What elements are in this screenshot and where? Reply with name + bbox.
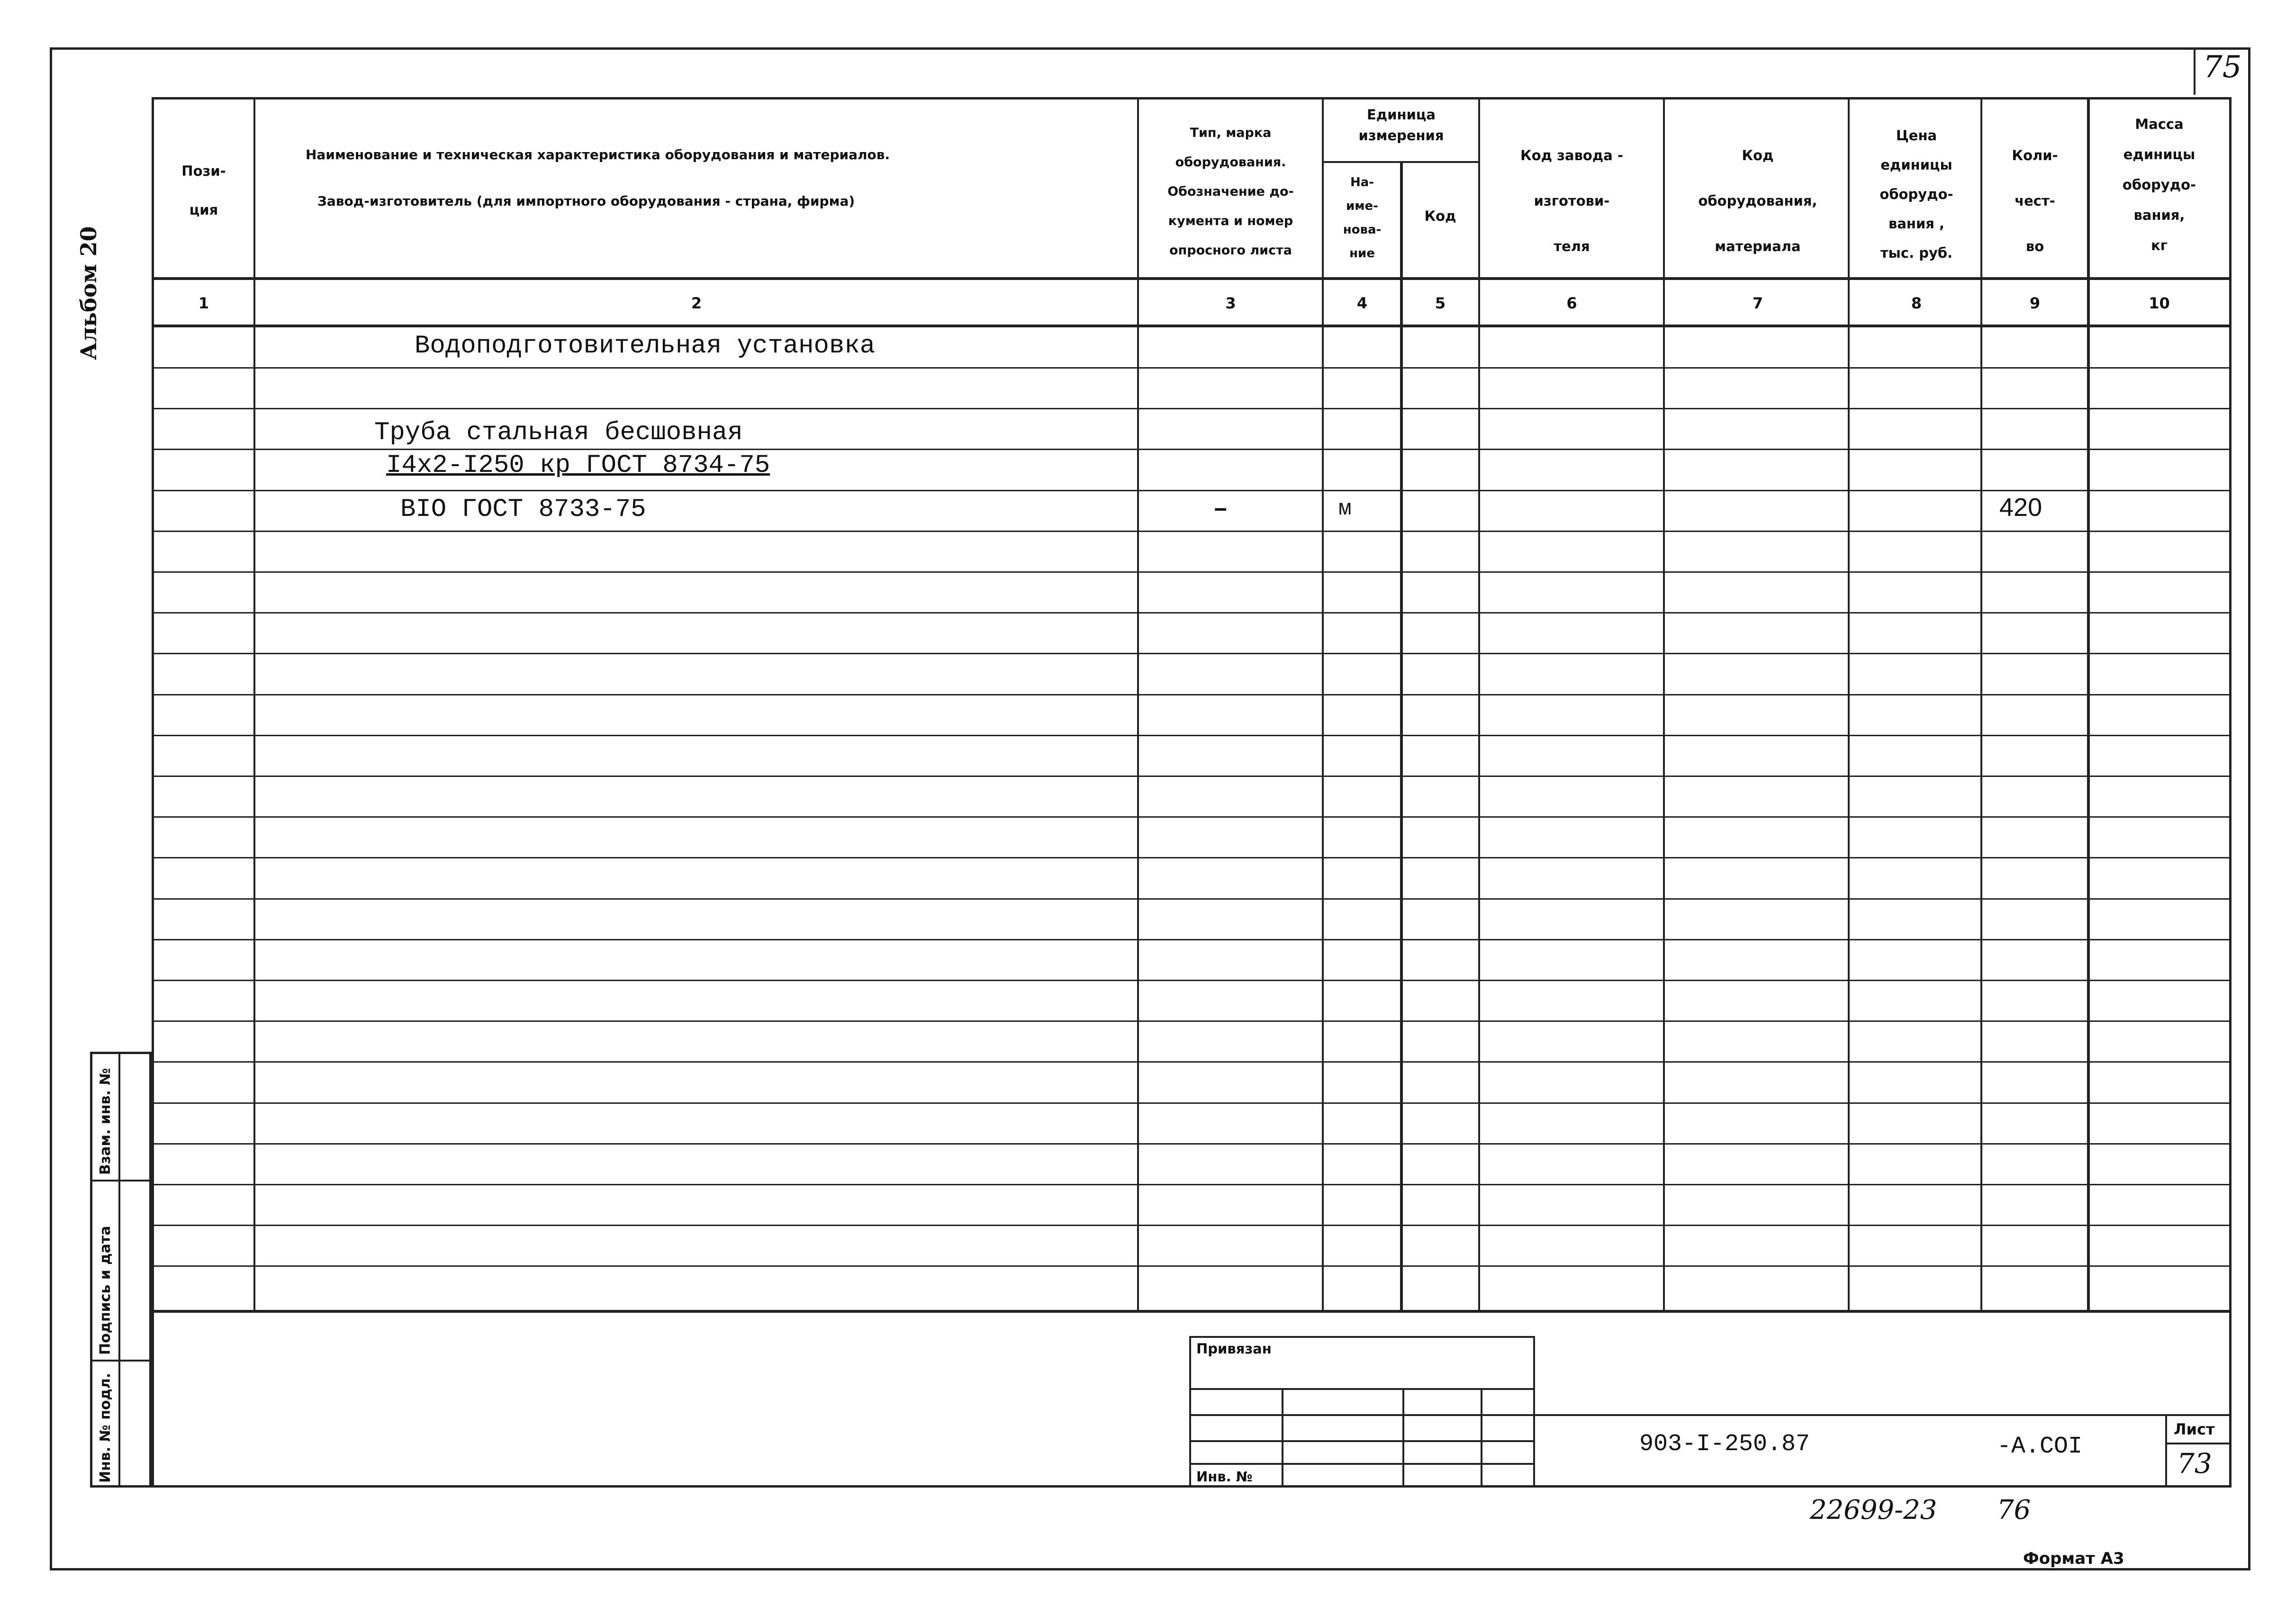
row-line (152, 776, 2232, 777)
header-col7: Код оборудования, материала (1698, 147, 1817, 254)
header-col6: Код завода - изготови- теля (1520, 147, 1623, 254)
sheet-number: 73 (2177, 1447, 2212, 1480)
header-unit-group: Единица измерения (1358, 107, 1444, 144)
row-line (152, 408, 2232, 409)
header-col3: Тип, марка оборудования. Обозначение до- кумента и номер опросного листа (1167, 126, 1294, 258)
row-line (152, 1225, 2232, 1226)
title-block-right-line (1533, 1336, 1535, 1488)
header-col2-line1: Наименование и техническая характеристика оборудования и материалов. (306, 147, 890, 162)
item-name-line2: I4x2-I250 кр ГОСТ 8734-75 (386, 451, 770, 480)
stamp-number: 22699-23 (1810, 1495, 1937, 1525)
title-block-top-line (1189, 1336, 1535, 1338)
top-page-box (2194, 47, 2196, 95)
row-line (152, 1265, 2232, 1267)
header-col2-line2: Завод-изготовитель (для импортного оборудования - страна, фирма) (317, 193, 855, 209)
side-stamp-label-2: Подпись и дата (97, 1226, 114, 1355)
side-stamp-label-1: Взам. инв. № (97, 1068, 114, 1175)
row-line (152, 1143, 2232, 1145)
item-unit: м (1338, 496, 1352, 521)
row-line (152, 735, 2232, 736)
row-line (152, 898, 2232, 900)
unit-split-line (1322, 161, 1478, 163)
row-line (152, 1102, 2232, 1104)
title-block-col-3 (1481, 1388, 1482, 1488)
side-stamp-line-1 (90, 1180, 152, 1182)
row-line (152, 816, 2232, 818)
colnum-4: 4 (1356, 294, 1368, 312)
side-stamp-label-3: Инв. № подл. (97, 1372, 114, 1483)
row-line (152, 653, 2232, 654)
row-line (152, 939, 2232, 940)
item-quantity: 420 (1999, 493, 2042, 522)
row-line (152, 531, 2232, 532)
title-block-main-top (1533, 1414, 2232, 1416)
top-page-number: 75 (2203, 50, 2242, 85)
colnum-1: 1 (198, 294, 209, 312)
row-line (152, 1020, 2232, 1022)
row-line (152, 612, 2232, 614)
title-block-line-2 (1189, 1414, 1535, 1416)
colnum-7: 7 (1752, 294, 1763, 312)
item-type: – (1213, 495, 1229, 524)
document-code: 903-I-250.87 (1639, 1431, 1810, 1458)
header-col9: Коли- чест- во (2012, 147, 2058, 254)
colnum-8: 8 (1911, 294, 1922, 312)
section-title: Водоподготовительная установка (415, 332, 876, 361)
row-line (152, 571, 2232, 573)
colnum-3: 3 (1225, 294, 1236, 312)
title-block-line-4 (1189, 1463, 1535, 1465)
inv-no-label: Инв. № (1196, 1469, 1253, 1485)
item-name-line3: BIO ГОСТ 8733-75 (400, 495, 646, 524)
document-suffix: -A.COI (1997, 1433, 2083, 1460)
sheet-box-left (2165, 1414, 2167, 1488)
title-block-col-2 (1402, 1388, 1404, 1488)
colnum-9: 9 (2029, 294, 2041, 312)
table-body-bottom-line (152, 1310, 2232, 1313)
colnum-10: 10 (2149, 294, 2170, 312)
row-line (152, 694, 2232, 695)
row-line (152, 449, 2232, 450)
header-col10: Масса единицы оборудо- вания, кг (2122, 116, 2196, 253)
side-stamp-divider (118, 1052, 120, 1488)
sheet-label: Лист (2174, 1420, 2215, 1438)
stamp-page: 76 (1997, 1495, 2031, 1525)
header-col4: На- име- нова- ние (1343, 175, 1382, 261)
album-label: Альбом 20 (76, 226, 101, 360)
row-line (152, 980, 2232, 981)
row-line (152, 1184, 2232, 1185)
title-block-line-1 (1189, 1388, 1535, 1390)
title-block-left-line (1189, 1336, 1191, 1488)
row-line (152, 1061, 2232, 1063)
format-label: Формат А3 (2023, 1549, 2124, 1568)
row-line (152, 367, 2232, 369)
title-block-col-1 (1282, 1388, 1283, 1488)
colnum-6: 6 (1566, 294, 1577, 312)
item-name-line1: Труба стальная бесшовная (374, 418, 743, 447)
header-col8: Цена единицы оборудо- вания , тыс. руб. (1879, 127, 1953, 261)
colnum-5: 5 (1435, 294, 1446, 312)
row-line (152, 857, 2232, 858)
header-col5: Код (1424, 208, 1456, 224)
colnum-2: 2 (691, 294, 702, 312)
sheet-box-mid (2165, 1443, 2232, 1444)
row-line (152, 490, 2232, 491)
header-col1: Пози- ция (181, 163, 226, 218)
title-block-line-3 (1189, 1440, 1535, 1442)
linked-label: Привязан (1196, 1341, 1272, 1357)
